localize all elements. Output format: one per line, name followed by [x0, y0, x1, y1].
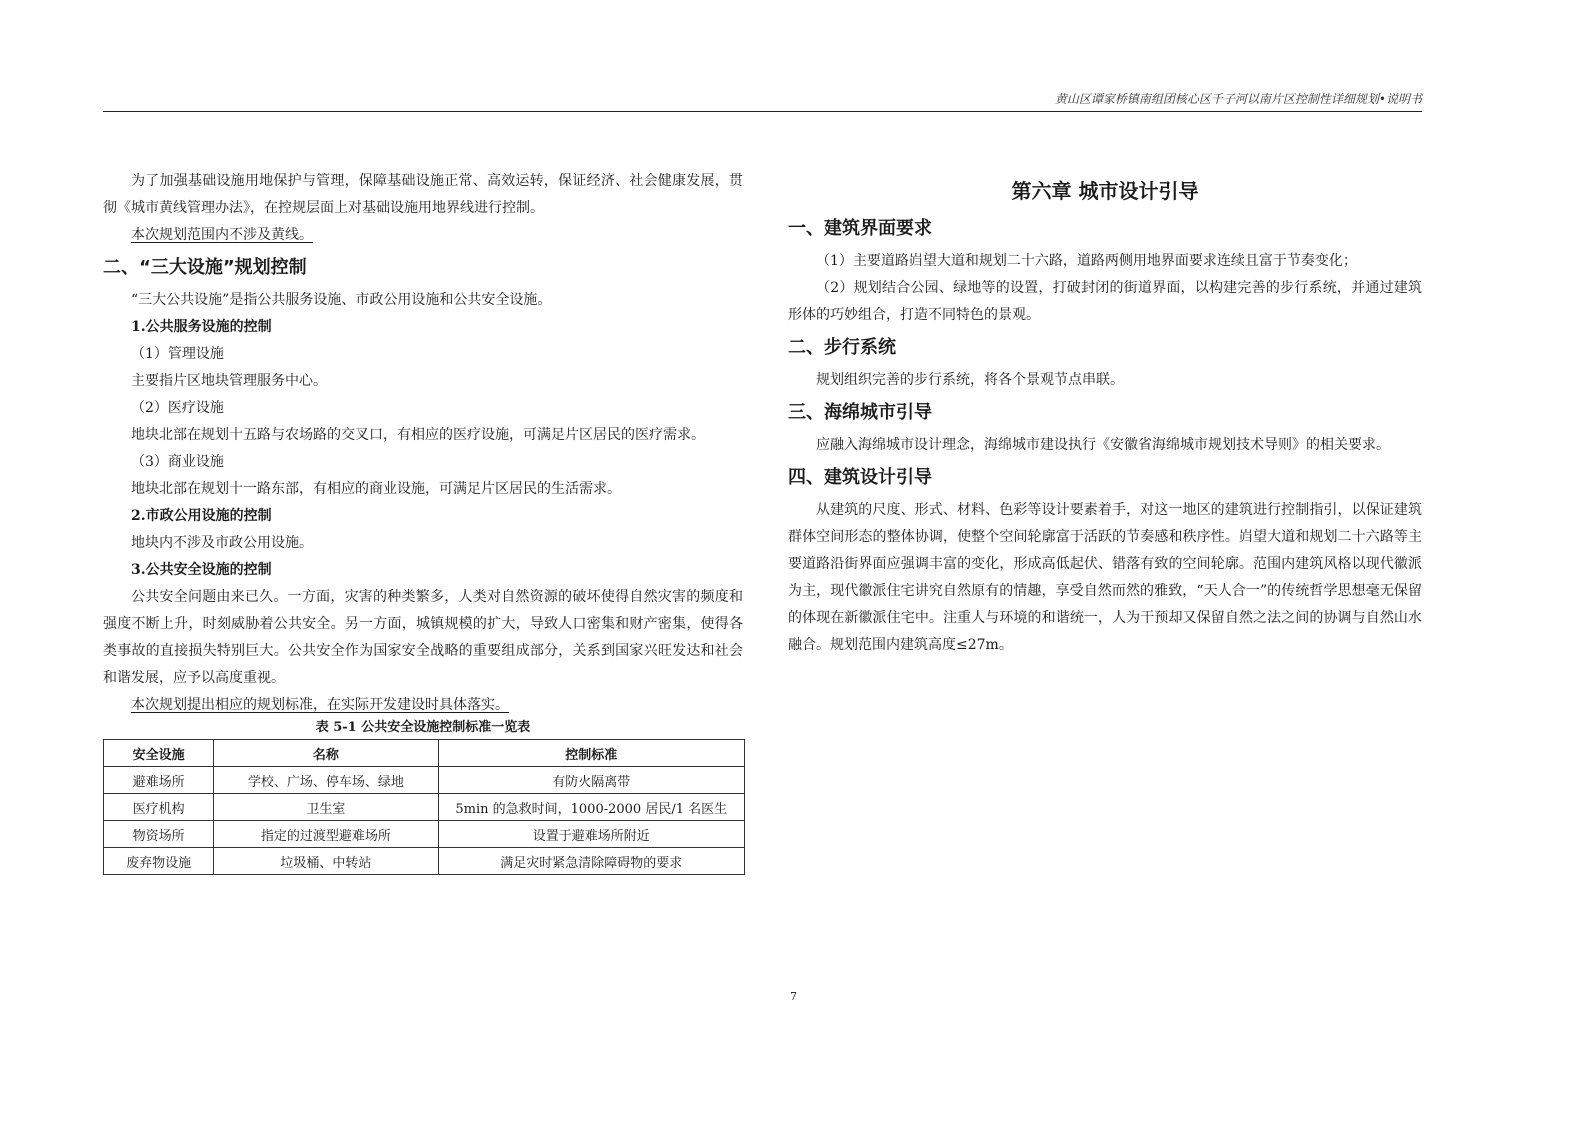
text-architectural-design: 从建筑的尺度、形式、材料、色彩等设计要素着手，对这一地区的建筑进行控制指引，以保证建筑群体空间形态的整体协调，使整个空间轮廓富于活跃的节奏感和秩序性。岿望大道和规划二十六路等主要道路沿街界面应强调丰富的变化，形成高低起伏、错落有致的空间轮廓。范围内建筑风格以现代徽派为主，现代徽派住宅讲究自然原有的情趣，享受自然而然的雅致，“天人合一”的传统哲学思想毫无保留的体现在新徽派住宅中。注重人与环境的和谐统一，人为干预却又保留自然之法之间的协调与自然山水融合。规划范围内建筑高度≤27m。 [788, 502, 1422, 653]
item-commercial-facilities: （3）商业设施 [131, 454, 224, 470]
text-sponge-city: 应融入海绵城市设计理念，海绵城市建设执行《安徽省海绵城市规划技术导则》的相关要求。 [816, 437, 1390, 453]
text-municipal: 地块内不涉及市政公用设施。 [131, 535, 313, 551]
table-row [104, 821, 745, 848]
text-public-safety: 公共安全问题由来已久。一方面，灾害的种类繁多，人类对自然资源的破坏使得自然灾害的频度和强度不断上升，时刻威胁着公共安全。另一方面，城镇规模的扩大，导致人口密集和财产密集，使得各类事故的直接损失特别巨大。公共安全作为国家安全战略的重要组成部分，关系到国家兴旺发达和社会和谐发展，应予以高度重视。 [103, 589, 743, 686]
safety-facilities-table [103, 739, 745, 875]
text-management-facilities: 主要指片区地块管理服务中心。 [131, 373, 327, 389]
subheading-municipal: 2.市政公用设施的控制 [131, 508, 272, 524]
paragraph-yellow-line-intro: 为了加强基础设施用地保护与管理，保障基础设施正常、高效运转，保证经济、社会健康发展，贯彻《城市黄线管理办法》，在控规层面上对基础设施用地界线进行控制。 [103, 173, 743, 216]
heading-sponge-city: 三、海绵城市引导 [788, 402, 932, 423]
chapter-title: 第六章 城市设计引导 [1011, 179, 1199, 203]
table-header-cell: 安全设施 [104, 740, 214, 767]
table-cell: 垃圾桶、中转站 [214, 848, 438, 875]
text-medical-facilities: 地块北部在规划十五路与农场路的交叉口，有相应的医疗设施，可满足片区居民的医疗需求。 [131, 427, 705, 443]
heading-three-facilities: 二、“三大设施”规划控制 [103, 257, 307, 278]
subheading-public-service: 1.公共服务设施的控制 [131, 319, 272, 335]
table-cell: 设置于避难场所附近 [438, 821, 744, 848]
table-row [104, 767, 745, 794]
heading-architectural-design: 四、建筑设计引导 [788, 467, 932, 488]
item-management-facilities: （1）管理设施 [131, 346, 224, 362]
table-row [104, 794, 745, 821]
table-cell: 有防火隔离带 [438, 767, 744, 794]
item-medical-facilities: （2）医疗设施 [131, 400, 224, 416]
text-building-interface-2: （2）规划结合公园、绿地等的设置，打破封闭的街道界面，以构建完善的步行系统，并通过建筑形体的巧妙组合，打造不同特色的景观。 [788, 280, 1422, 323]
header-rule [103, 111, 1422, 112]
table-caption: 表 5-1 公共安全设施控制标准一览表 [315, 720, 531, 735]
table-cell: 物资场所 [104, 821, 214, 848]
note-public-safety: 本次规划提出相应的规划标准，在实际开发建设时具体落实。 [131, 697, 509, 713]
paragraph-three-facilities-def: “三大公共设施”是指公共服务设施、市政公用设施和公共安全设施。 [131, 292, 552, 308]
heading-pedestrian-system: 二、步行系统 [788, 337, 896, 358]
heading-building-interface: 一、建筑界面要求 [788, 218, 932, 239]
table-row [104, 848, 745, 875]
text-building-interface-1: （1）主要道路岿望大道和规划二十六路，道路两侧用地界面要求连续且富于节奏变化； [816, 253, 1357, 269]
table-cell: 医疗机构 [104, 794, 214, 821]
table-cell: 卫生室 [214, 794, 438, 821]
text-pedestrian-system: 规划组织完善的步行系统，将各个景观节点串联。 [816, 372, 1124, 388]
table-cell: 避难场所 [104, 767, 214, 794]
right-column [788, 168, 1422, 659]
paragraph-yellow-line-note: 本次规划范围内不涉及黄线。 [131, 227, 313, 243]
table-header-cell: 控制标准 [438, 740, 744, 767]
text-commercial-facilities: 地块北部在规划十一路东部，有相应的商业设施，可满足片区居民的生活需求。 [131, 481, 621, 497]
subheading-public-safety: 3.公共安全设施的控制 [131, 562, 272, 578]
table-header-cell: 名称 [214, 740, 438, 767]
table-cell: 指定的过渡型避难场所 [214, 821, 438, 848]
left-column [103, 168, 743, 875]
table-cell: 废弃物设施 [104, 848, 214, 875]
table-cell: 学校、广场、停车场、绿地 [214, 767, 438, 794]
table-header-row [104, 740, 745, 767]
page-number: 7 [790, 990, 797, 1003]
table-cell: 5min 的急救时间，1000-2000 居民/1 名医生 [438, 794, 744, 821]
document-header-title: 黄山区谭家桥镇南组团核心区千子河以南片区控制性详细规划•说明书 [1054, 92, 1422, 106]
table-cell: 满足灾时紧急清除障碍物的要求 [438, 848, 744, 875]
